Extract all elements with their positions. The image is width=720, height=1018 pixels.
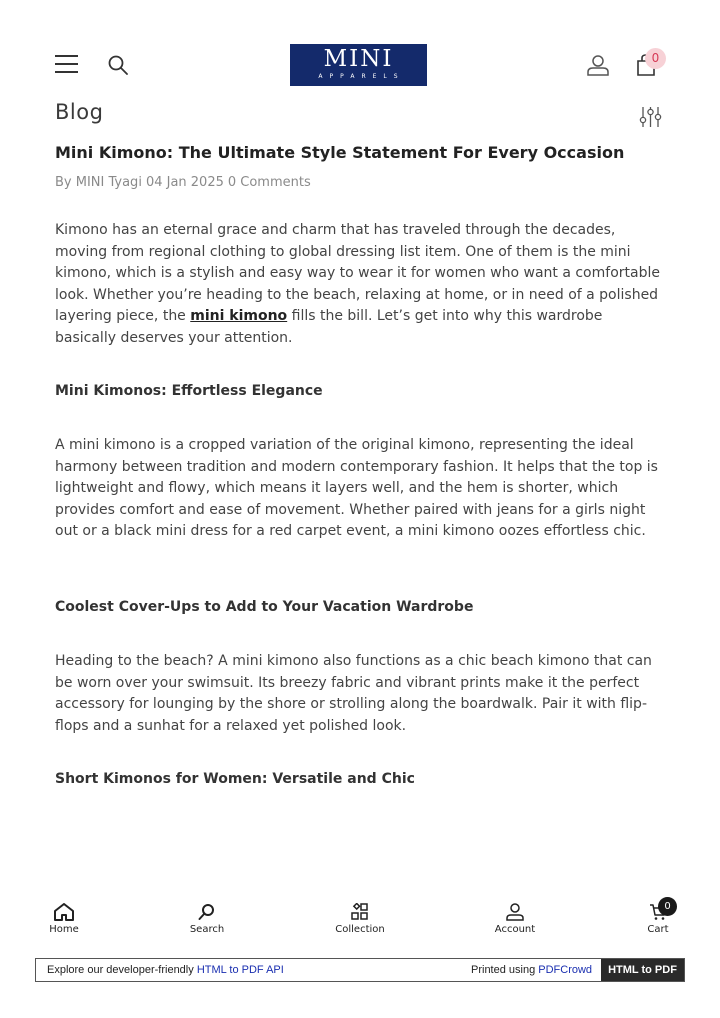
nav-search[interactable]: [167, 895, 247, 935]
post-title: Mini Kimono: The Ultimate Style Statement For Every Occasion: [55, 143, 625, 162]
nav-collection-label: Collection: [335, 924, 385, 935]
nav-home[interactable]: [24, 895, 104, 935]
nav-cart-label: Cart: [647, 924, 669, 935]
home-icon: [54, 903, 74, 921]
logo-sub-text: APPARELS: [318, 73, 405, 80]
pdf-left-text: Explore our developer-friendly: [47, 964, 197, 976]
html-to-pdf-button[interactable]: HTML to PDF: [601, 959, 684, 981]
pdfcrowd-link[interactable]: PDFCrowd: [538, 964, 593, 976]
site-header: [0, 40, 720, 90]
mini-kimono-link[interactable]: mini kimono: [190, 308, 288, 325]
post-comments[interactable]: 0 Comments: [227, 175, 311, 190]
page-title: Blog: [55, 100, 104, 124]
cart-count-badge: 0: [645, 48, 666, 69]
bottom-navigation: [0, 895, 720, 945]
paragraph-beach: Heading to the beach? A mini kimono also functions as a chic beach kimono that can be worn over your swimsuit. Its breezy fabric and vibrant prints make it the perfect accessory for lounging by the shore or strolling along the boardwalk. Pair it with flip-flops and a sunhat for a relaxed yet polished look.: [55, 653, 652, 734]
grid-icon: [351, 903, 369, 921]
pdf-footer-right: [471, 964, 592, 976]
nav-home-label: Home: [49, 924, 79, 935]
paragraph-intro: [55, 220, 667, 350]
nav-search-label: Search: [189, 924, 225, 935]
search-icon: [198, 903, 216, 921]
pdf-footer-left: [47, 964, 284, 976]
account-icon: [505, 903, 525, 921]
intro-text-before: Kimono has an eternal grace and charm that has traveled through the decades, moving from regional clothing to global dressing list item. One of them is the mini kimono, which is a stylish and easy way to wear it for women who want a comfortable look. Whether you’re heading to the beach, relaxing at home, or in need of a polished layering piece, the: [55, 222, 660, 325]
post-date: 04 Jan 2025: [145, 175, 224, 190]
nav-cart[interactable]: [618, 895, 698, 935]
filter-sliders-icon[interactable]: [639, 106, 662, 128]
nav-collection[interactable]: [320, 895, 400, 935]
account-icon[interactable]: [586, 53, 610, 77]
post-author[interactable]: By MINI Tyagi: [55, 175, 142, 190]
section-heading-short-kimonos: Short Kimonos for Women: Versatile and Chic: [55, 771, 415, 787]
brand-logo[interactable]: [290, 44, 427, 86]
intro-text-after: fills the bill. Let’s get into why this wardrobe basically deserves your attention.: [55, 308, 603, 346]
section-heading-elegance: Mini Kimonos: Effortless Elegance: [55, 383, 323, 399]
post-meta: [55, 175, 315, 190]
paragraph-elegance: A mini kimono is a cropped variation of the original kimono, representing the ideal harmony between tradition and modern contemporary fashion. It helps that the top is lightweight and flowy, which means it layers well, and the hem is shorter, which provides comfort and ease of movement. Whether paired with jeans for a girls night out or a black mini dress for a red carpet event, a mini kimono oozes effortless chic.: [55, 437, 658, 540]
menu-icon[interactable]: [55, 55, 78, 75]
pdf-right-text: Printed using: [471, 964, 539, 976]
nav-account-label: Account: [494, 924, 536, 935]
search-icon[interactable]: [107, 54, 129, 76]
nav-account[interactable]: [475, 895, 555, 935]
section-heading-coverups: Coolest Cover-Ups to Add to Your Vacation Wardrobe: [55, 599, 474, 615]
logo-main-text: MINI: [323, 46, 394, 72]
nav-cart-count-badge: 0: [658, 897, 677, 916]
pdf-footer-bar: [35, 958, 685, 982]
html-to-pdf-api-link[interactable]: HTML to PDF API: [196, 964, 284, 976]
